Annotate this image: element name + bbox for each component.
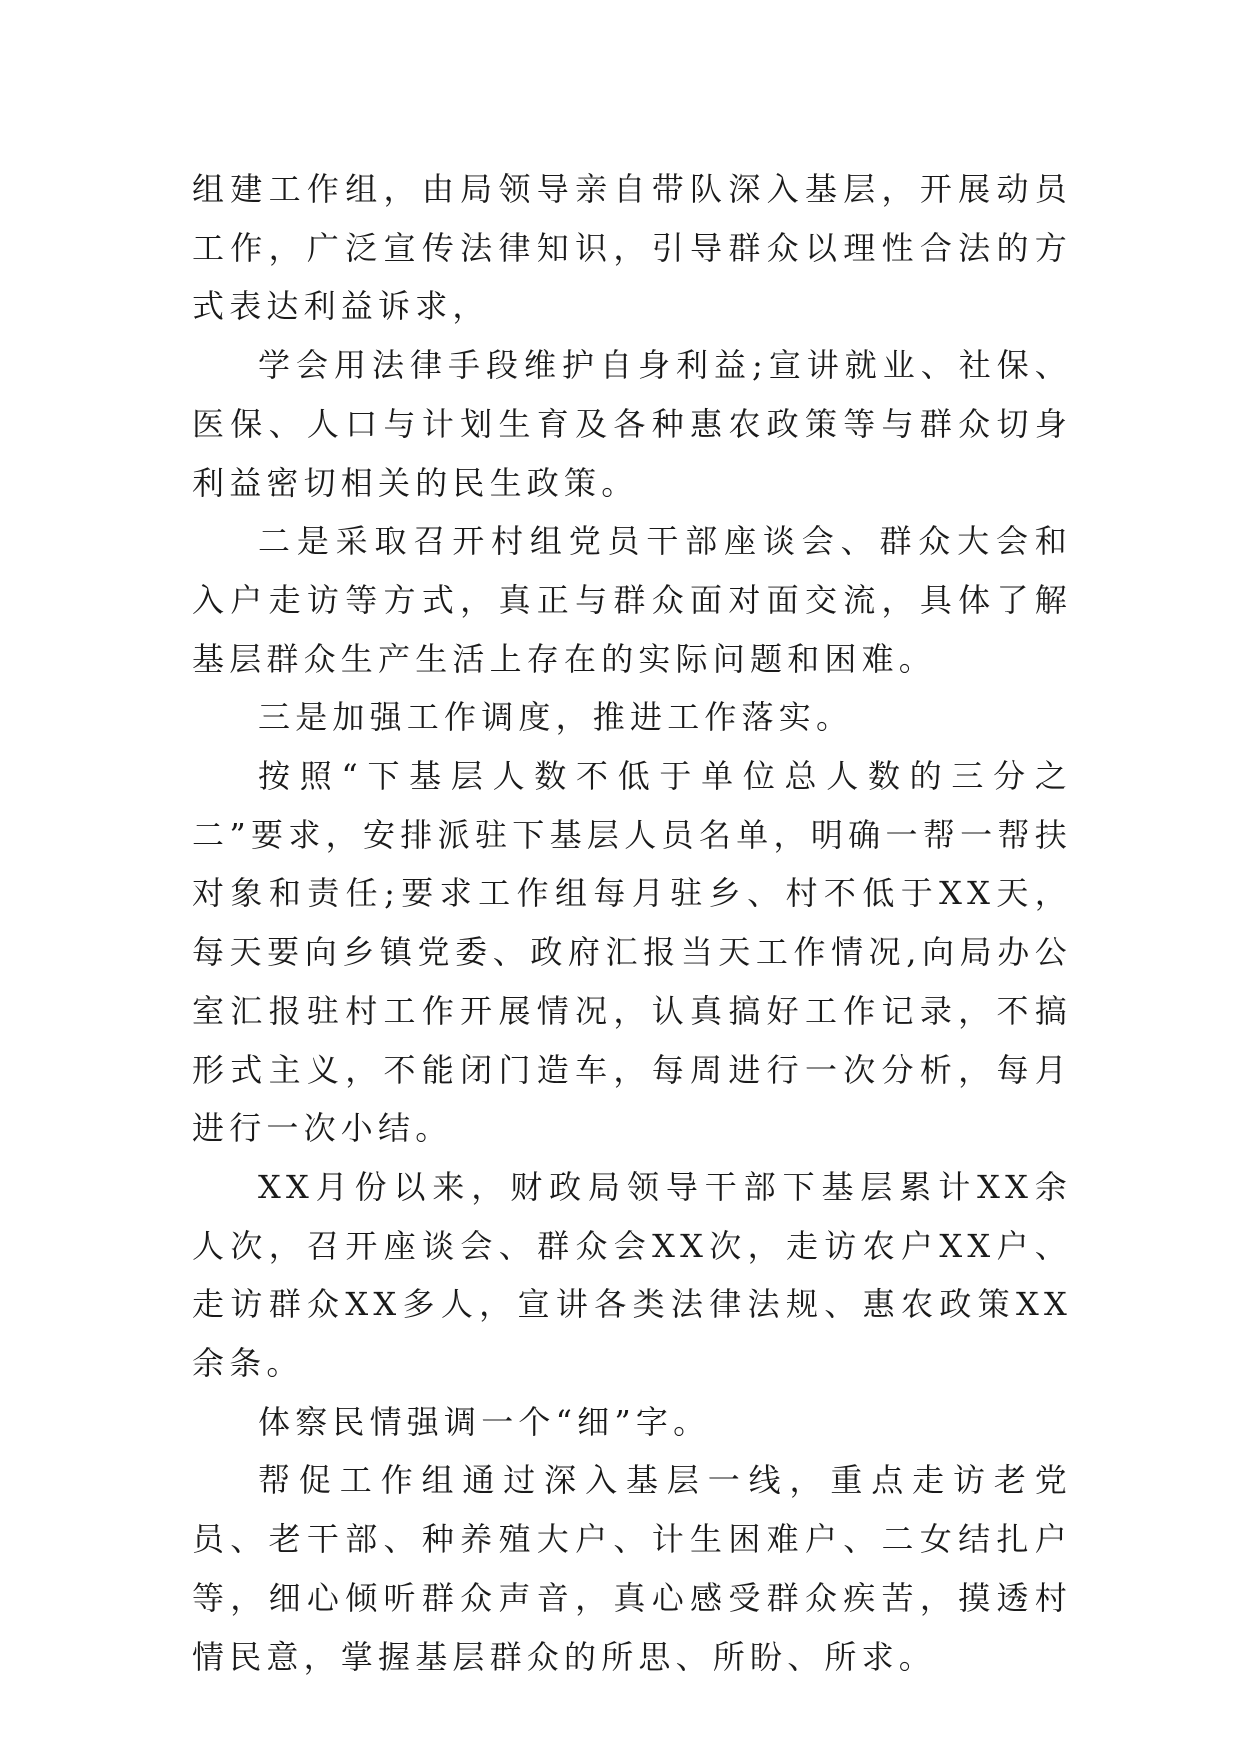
paragraph-6: XX月份以来，财政局领导干部下基层累计XX余人次，召开座谈会、群众会XX次，走访农户XX户、走访群众XX多人，宣讲各类法律法规、惠农政策XX余条。 — [192, 1167, 1072, 1383]
paragraph-4: 三是加强工作调度，推进工作落实。 — [258, 698, 854, 737]
paragraph-7: 体察民情强调一个“细”字。 — [258, 1402, 711, 1441]
document-body — [192, 160, 1072, 1686]
paragraph-5: 按照“下基层人数不低于单位总人数的三分之二”要求，安排派驻下基层人员名单，明确一帮一帮扶对象和责任;要求工作组每月驻乡、村不低于XX天，每天要向乡镇党委、政府汇报当天工作情况,向局办公室汇报驻村工作开展情况，认真搞好工作记录，不搞形式主义，不能闭门造车，每周进行一次分析，每月进行一次小结。 — [192, 757, 1072, 1148]
paragraph-1: 组建工作组，由局领导亲自带队深入基层，开展动员工作，广泛宣传法律知识，引导群众以理性合法的方式表达利益诉求， — [192, 170, 1072, 326]
paragraph-8: 帮促工作组通过深入基层一线，重点走访老党员、老干部、种养殖大户、计生困难户、二女结扎户等，细心倾听群众声音，真心感受群众疾苦，摸透村情民意，掌握基层群众的所思、所盼、所求。 — [192, 1461, 1072, 1676]
paragraph-2: 学会用法律手段维护自身利益;宣讲就业、社保、医保、人口与计划生育及各种惠农政策等与群众切身利益密切相关的民生政策。 — [192, 346, 1072, 502]
paragraph-3: 二是采取召开村组党员干部座谈会、群众大会和入户走访等方式，真正与群众面对面交流，具体了解基层群众生产生活上存在的实际问题和困难。 — [192, 522, 1072, 678]
